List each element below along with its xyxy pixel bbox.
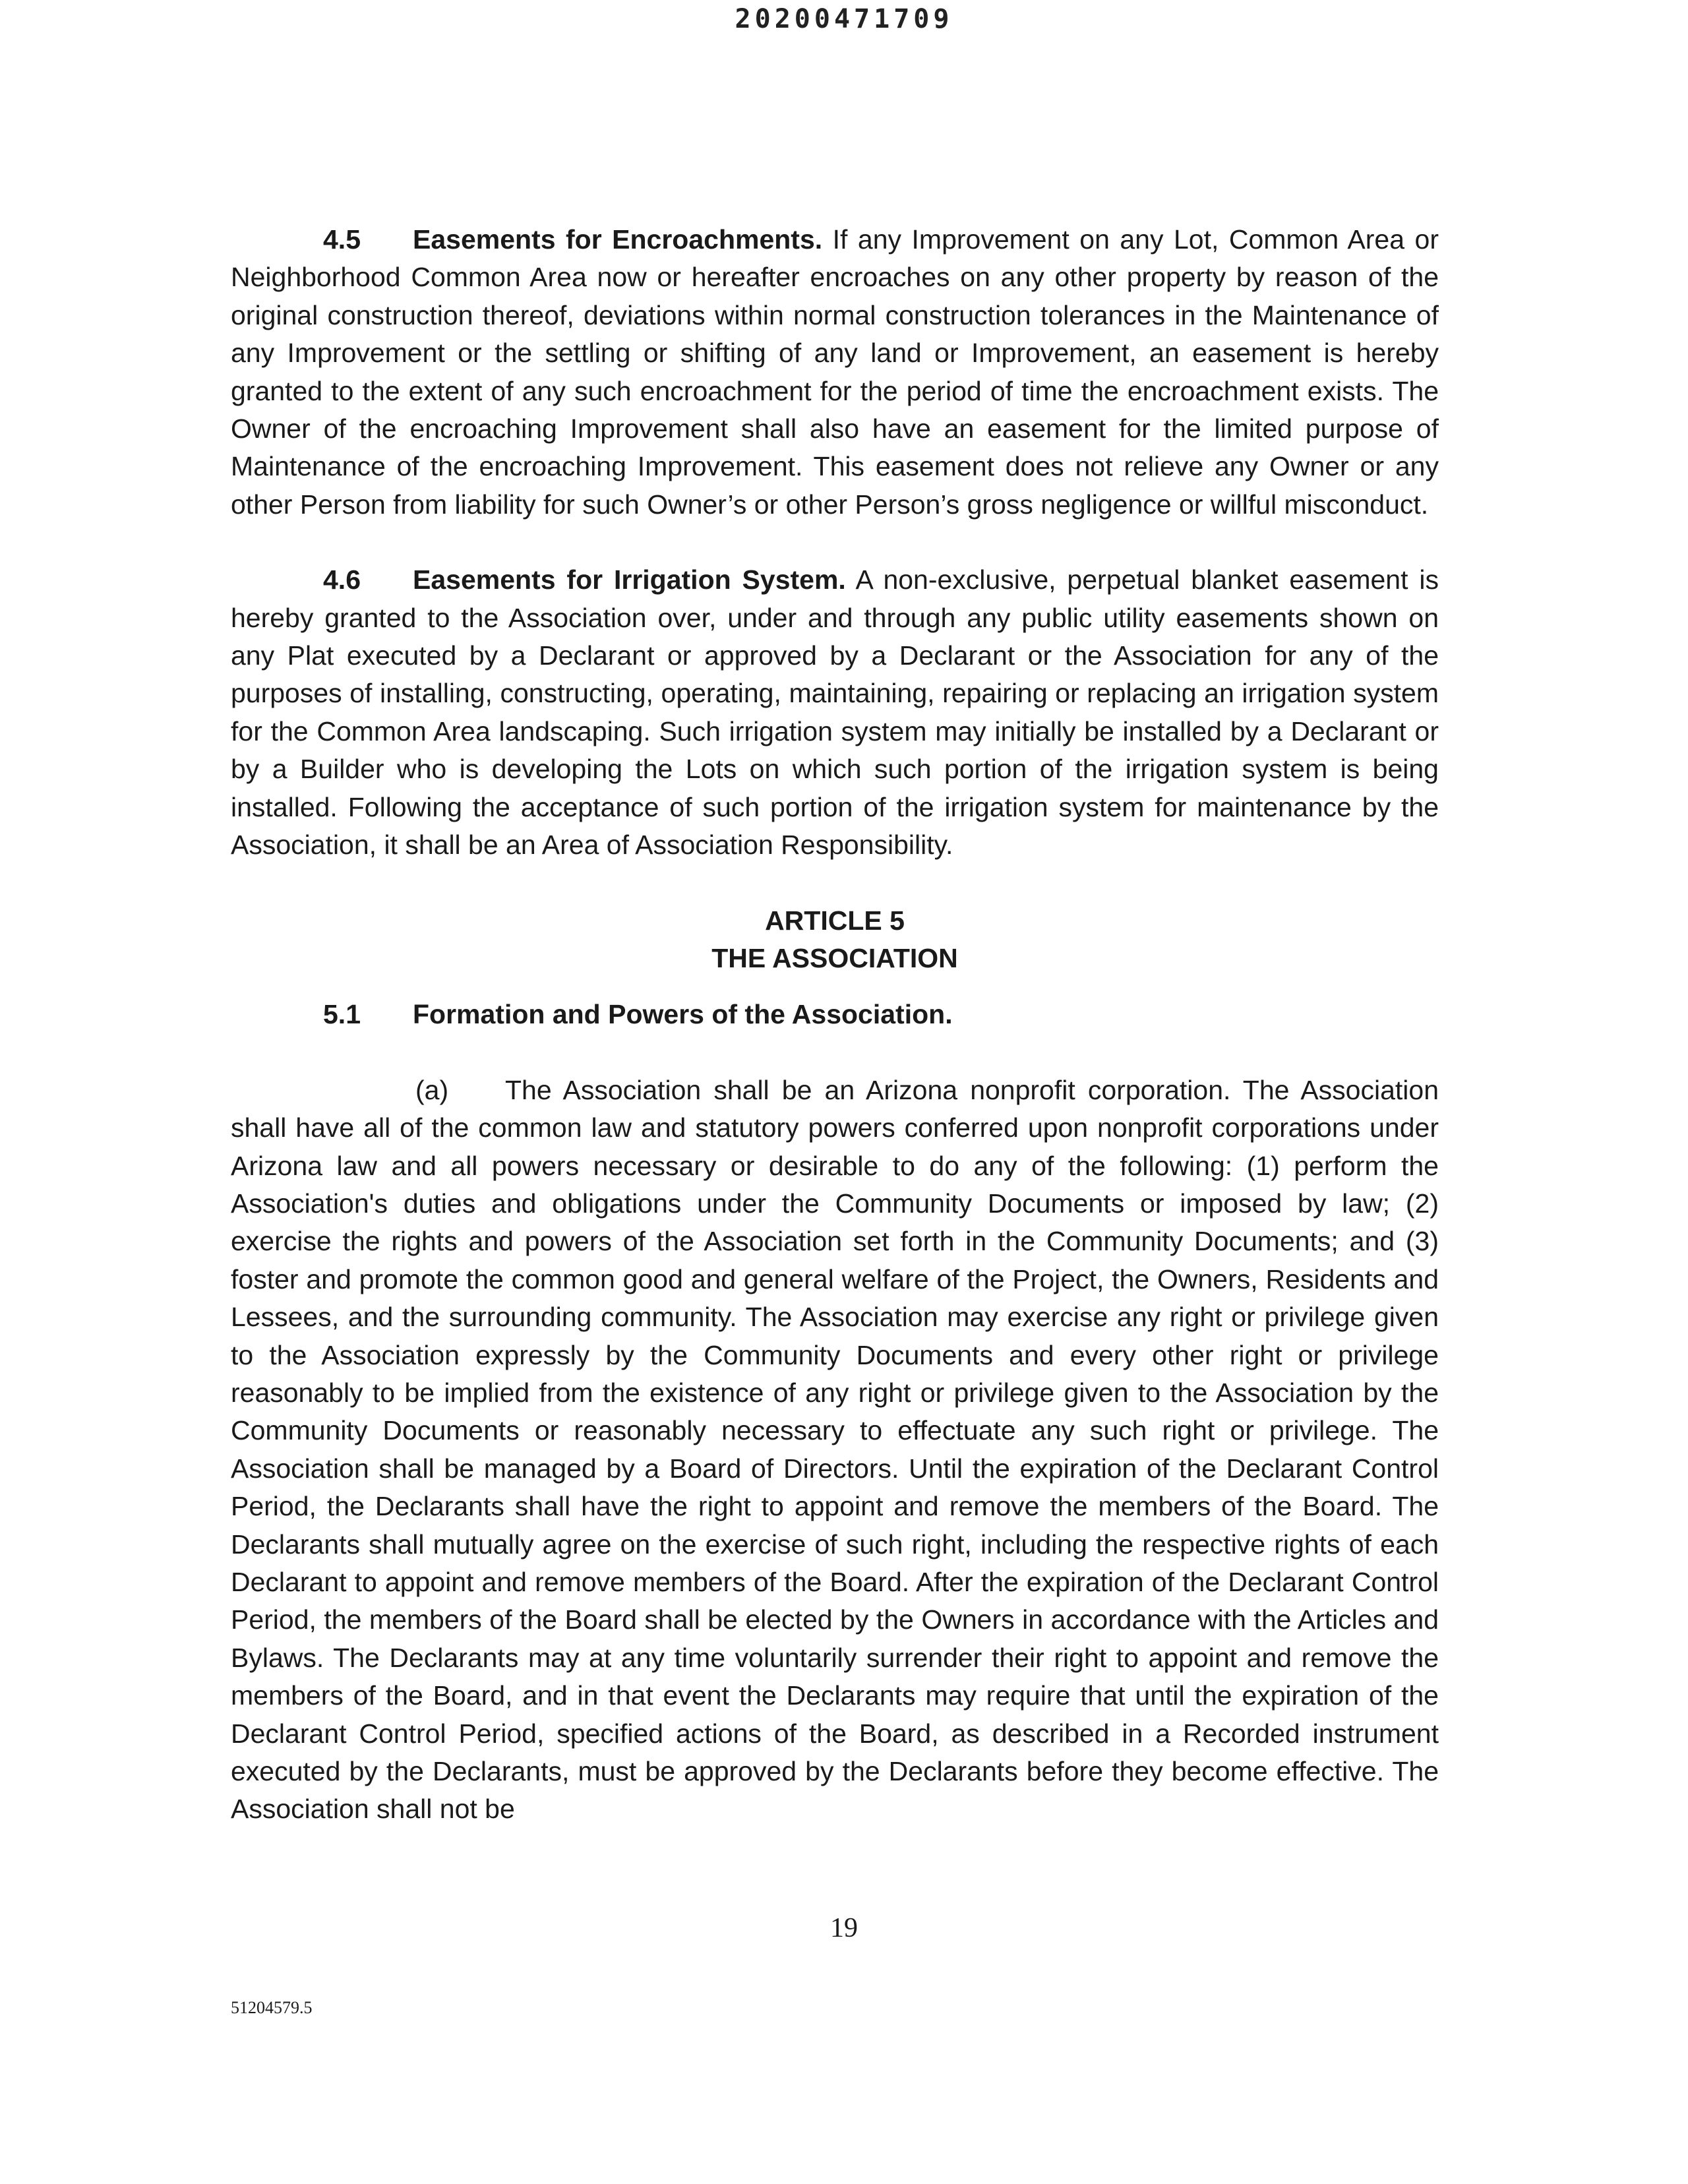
section-number: 4.6 — [323, 564, 361, 595]
section-title: Easements for Encroachments. — [413, 224, 823, 255]
article-title: THE ASSOCIATION — [711, 942, 958, 973]
subsection-5-1-a — [231, 1072, 1439, 1829]
document-body — [231, 221, 1439, 1866]
recording-number: 20200471709 — [735, 4, 953, 34]
article-heading — [231, 902, 1439, 978]
section-4-5 — [231, 221, 1439, 524]
section-title: Easements for Irrigation System. — [413, 564, 846, 595]
article-number: ARTICLE 5 — [765, 905, 905, 936]
section-number: 4.5 — [323, 224, 361, 255]
subsection-text: The Association shall be an Arizona nonprofit corporation. The Association shall have all of the common law and statutory powers conferred upon nonprofit corporations under Arizona law and all powers necessary or desirable to do any of the following: (1) perform the Association's duties and obligations under the Community Documents or imposed by law; (2) exercise the rights and powers of the Association set forth in the Community Documents; and (3) foster and promote the common good and general welfare of the Project, the Owners, Residents and Lessees, and the surrounding community. The Association may exercise any right or privilege given to the Association expressly by the Community Documents and every other right or privilege reasonably to be implied from the existence of any right or privilege given to the Association by the Community Documents or reasonably necessary to effectuate any such right or privilege. The Association shall be managed by a Board of Directors. Until the expiration of the Declarant Control Period, the Declarants shall have the right to appoint and remove the members of the Board. The Declarants shall mutually agree on the exercise of such right, including the respective rights of each Declarant to appoint and remove members of the Board. After the expiration of the Declarant Control Period, the members of the Board shall be elected by the Owners in accordance with the Articles and Bylaws. The Declarants may at any time voluntarily surrender their right to appoint and remove the members of the Board, and in that event the Declarants may require that until the expiration of the Declarant Control Period, specified actions of the Board, as described in a Recorded instrument executed by the Declarants, must be approved by the Declarants before they become effective. The Association shall not be — [231, 1074, 1439, 1825]
document-id: 51204579.5 — [231, 1998, 313, 2017]
section-number: 5.1 — [323, 999, 361, 1030]
subsection-label: (a) — [415, 1074, 449, 1105]
section-text: If any Improvement on any Lot, Common Area or Neighborhood Common Area now or hereafter encroaches on any other property by reason of the original construction thereof, deviations within normal construction tolerances in the Maintenance of any Improvement or the settling or shifting of any land or Improvement, an easement is hereby granted to the extent of any such encroachment for the period of time the encroachment exists. The Owner of the encroaching Improvement shall also have an easement for the limited purpose of Maintenance of the encroaching Improvement. This easement does not relieve any Owner or any other Person from liability for such Owner’s or other Person’s gross negligence or willful misconduct. — [231, 224, 1439, 520]
section-5-1-heading — [323, 996, 1439, 1033]
section-text: A non-exclusive, perpetual blanket easement is hereby granted to the Association over, under and through any public utility easements shown on any Plat executed by a Declarant or approved by a Declarant or the Association for any of the purposes of installing, constructing, operating, maintaining, repairing or replacing an irrigation system for the Common Area landscaping. Such irrigation system may initially be installed by a Declarant or by a Builder who is developing the Lots on which such portion of the irrigation system is being installed. Following the acceptance of such portion of the irrigation system for maintenance by the Association, it shall be an Area of Association Responsibility. — [231, 564, 1439, 861]
section-title: Formation and Powers of the Association. — [413, 999, 953, 1030]
page-number: 19 — [830, 1913, 858, 1943]
section-4-6 — [231, 561, 1439, 864]
